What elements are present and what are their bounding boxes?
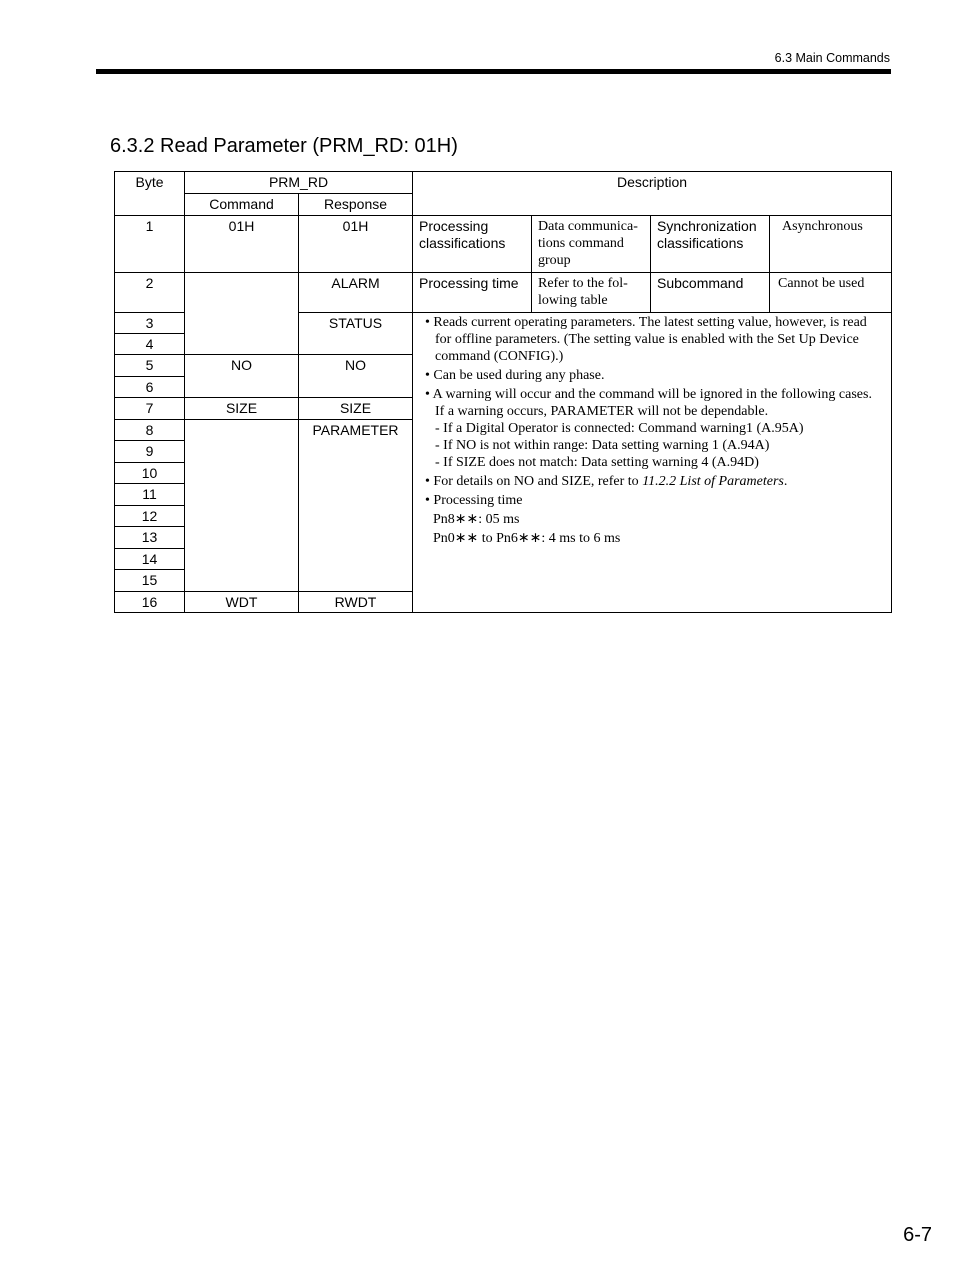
command-cell: WDT <box>185 592 299 613</box>
processing-time-value: Refer to the fol-lowing table <box>538 276 628 308</box>
byte-cell: 10 <box>115 463 185 484</box>
subcommand-label: Subcommand <box>657 275 744 291</box>
byte-cell: 8 <box>115 420 185 441</box>
command-cell: 01H <box>185 216 299 273</box>
desc-bullet-4-prefix: • For details on NO and SIZE, refer to <box>425 474 643 489</box>
processing-time-label: Processing time <box>419 275 519 291</box>
byte-cell: 6 <box>115 377 185 398</box>
response-cell: STATUS <box>299 313 413 355</box>
command-table <box>114 171 892 613</box>
byte-cell: 4 <box>115 334 185 355</box>
sync-class-value: Asynchronous <box>782 219 863 234</box>
desc-bullet-3: • A warning will occur and the command will be ignored in the following cases. If a warning occurs, PARAMETER will not be dependable. <box>425 387 872 419</box>
byte-cell: 12 <box>115 506 185 527</box>
description-cell <box>413 313 892 613</box>
page-number: 6-7 <box>903 1224 932 1246</box>
command-cell: SIZE <box>185 398 299 420</box>
byte-cell: 9 <box>115 441 185 463</box>
response-cell: RWDT <box>299 592 413 613</box>
processing-class-label: Processing classifications <box>419 218 506 251</box>
byte-cell: 16 <box>115 592 185 613</box>
command-cell-empty <box>185 420 299 592</box>
response-cell: PARAMETER <box>299 420 413 592</box>
command-cell: NO <box>185 355 299 398</box>
desc-sub-1: - If a Digital Operator is connected: Command warning1 (A.95A) <box>435 421 804 436</box>
header-prm-rd: PRM_RD <box>185 172 413 194</box>
running-header: 6.3 Main Commands <box>774 51 890 65</box>
header-description: Description <box>413 172 892 216</box>
desc-bullet-4-suffix: . <box>783 474 788 489</box>
header-rule <box>96 69 891 74</box>
desc-bullet-4 <box>425 473 883 490</box>
desc-time-1: Pn8∗∗: 05 ms <box>433 512 520 527</box>
desc-bullet-5: • Processing time <box>425 493 523 508</box>
byte-cell: 1 <box>115 216 185 273</box>
desc-sub-2: - If NO is not within range: Data setting warning 1 (A.94A) <box>435 438 770 453</box>
byte-cell: 14 <box>115 549 185 570</box>
command-cell-empty <box>185 273 299 355</box>
byte-cell: 11 <box>115 484 185 506</box>
response-cell: SIZE <box>299 398 413 420</box>
byte-cell: 2 <box>115 273 185 313</box>
processing-class-value: Data communica-tions command group <box>538 219 638 268</box>
desc-bullet-1: • Reads current operating parameters. The latest setting value, however, is read for offline parameters. (The setting value is enabled with the Set Up Device command (CONFIG).) <box>425 315 867 364</box>
header-command: Command <box>185 194 299 216</box>
byte-cell: 3 <box>115 313 185 334</box>
parameter-list-reference: 11.2.2 List of Parameters <box>642 474 784 489</box>
response-cell: ALARM <box>299 273 413 313</box>
byte-cell: 13 <box>115 527 185 549</box>
desc-time-2: Pn0∗∗ to Pn6∗∗: 4 ms to 6 ms <box>433 531 621 546</box>
desc-bullet-2: • Can be used during any phase. <box>425 368 605 383</box>
section-title: 6.3.2 Read Parameter (PRM_RD: 01H) <box>110 135 458 157</box>
byte-cell: 7 <box>115 398 185 420</box>
subcommand-value: Cannot be used <box>778 276 865 291</box>
byte-cell: 5 <box>115 355 185 377</box>
header-byte: Byte <box>115 172 185 216</box>
response-cell: 01H <box>299 216 413 273</box>
desc-sub-3: - If SIZE does not match: Data setting warning 4 (A.94D) <box>435 455 759 470</box>
byte-cell: 15 <box>115 570 185 592</box>
response-cell: NO <box>299 355 413 398</box>
sync-class-label: Synchronization classifications <box>657 218 757 251</box>
header-response: Response <box>299 194 413 216</box>
